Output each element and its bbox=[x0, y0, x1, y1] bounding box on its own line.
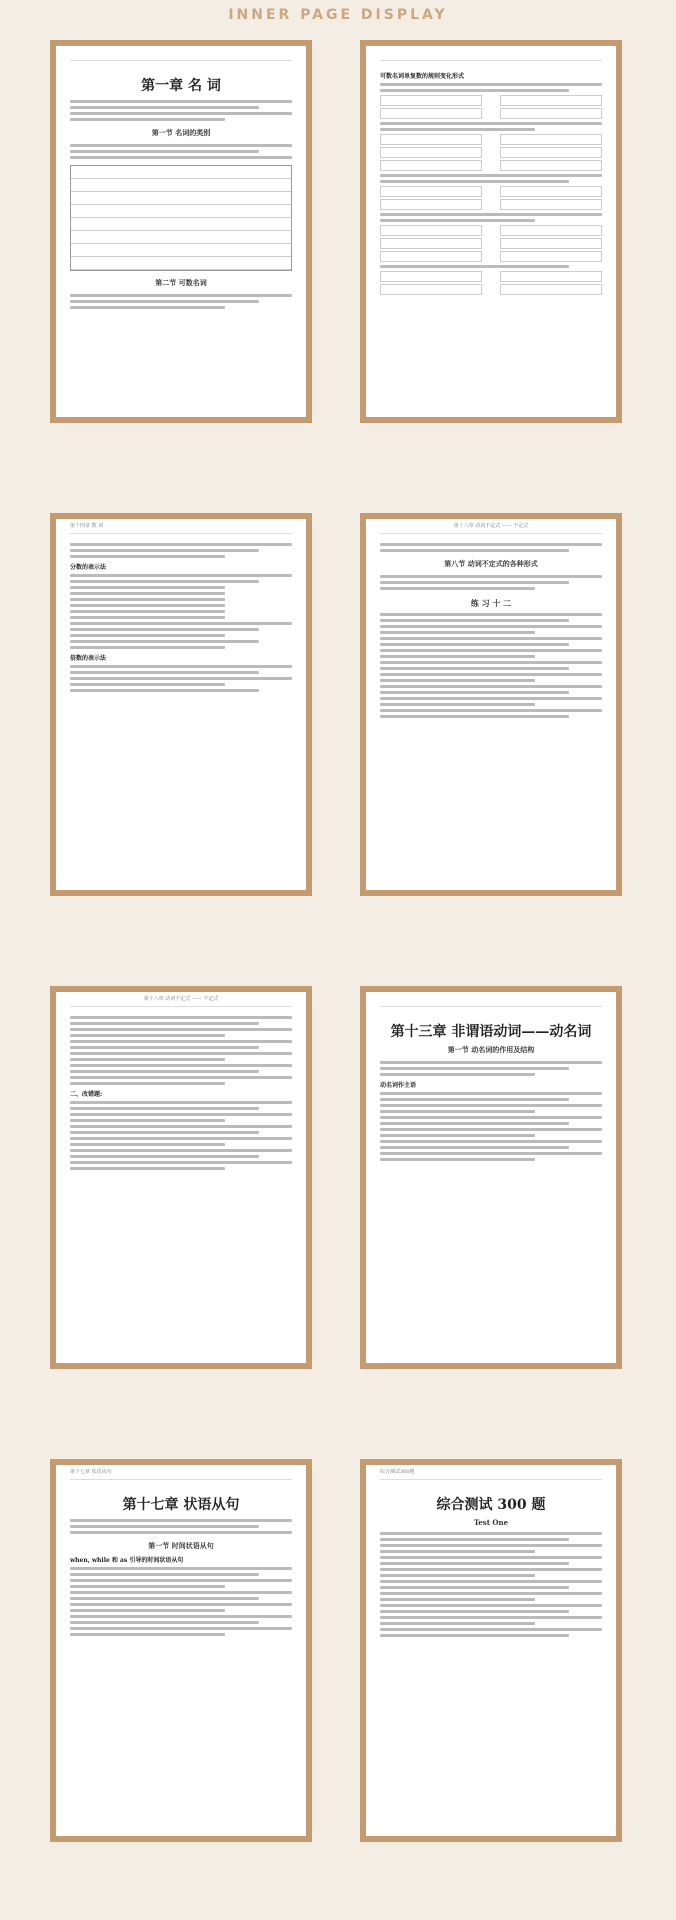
section-heading: 倍数的表示法 bbox=[70, 655, 107, 662]
section-title: 第二节 可数名词 bbox=[155, 278, 207, 287]
section-heading: 可数名词单复数的规则变化形式 bbox=[380, 73, 465, 80]
page-1 bbox=[50, 40, 312, 423]
page-8 bbox=[360, 1459, 622, 1842]
page-header: 第十七章 状语从句 bbox=[70, 1465, 292, 1480]
page-7 bbox=[50, 1459, 312, 1842]
section-heading: 分数的表示法 bbox=[70, 564, 107, 571]
table bbox=[70, 165, 292, 271]
banner-title: INNER PAGE DISPLAY bbox=[228, 7, 448, 23]
section-title: 第一节 时间状语从句 bbox=[148, 1541, 214, 1550]
section-heading: 动名词作主语 bbox=[380, 1082, 417, 1089]
page-6 bbox=[360, 986, 622, 1369]
page-header: 第十八章 动词不定式 —— 不定式 bbox=[380, 519, 602, 534]
page-header bbox=[380, 992, 602, 1007]
section-heading: 二、改错题: bbox=[70, 1091, 103, 1098]
page-header: 综合测试300题 bbox=[380, 1465, 602, 1480]
page-3 bbox=[50, 513, 312, 896]
page-header: 第十八章 动词不定式 —— 不定式 bbox=[70, 992, 292, 1007]
chapter-title: 第一章 名 词 bbox=[141, 78, 221, 94]
test-subtitle: Test One bbox=[473, 1518, 509, 1527]
exercise-title: 练 习 十 二 bbox=[470, 598, 512, 608]
chapter-title: 综合测试 300 题 bbox=[436, 1497, 546, 1513]
page-5 bbox=[50, 986, 312, 1369]
chapter-title: 第十三章 非谓语动词——动名词 bbox=[390, 1024, 592, 1040]
page-header: 第十四章 数 词 bbox=[70, 519, 292, 534]
page-2 bbox=[360, 40, 622, 423]
chapter-title: 第十七章 状语从句 bbox=[122, 1497, 240, 1513]
section-title: 第八节 动词不定式的各种形式 bbox=[444, 559, 538, 568]
section-title: 第一节 名词的类别 bbox=[151, 128, 211, 137]
page-4 bbox=[360, 513, 622, 896]
section-title: 第一节 动名词的作用及结构 bbox=[447, 1045, 535, 1054]
page-header bbox=[380, 46, 602, 61]
section-heading: when, while 和 as 引导的时间状语从句 bbox=[70, 1557, 184, 1564]
page-header bbox=[70, 46, 292, 61]
